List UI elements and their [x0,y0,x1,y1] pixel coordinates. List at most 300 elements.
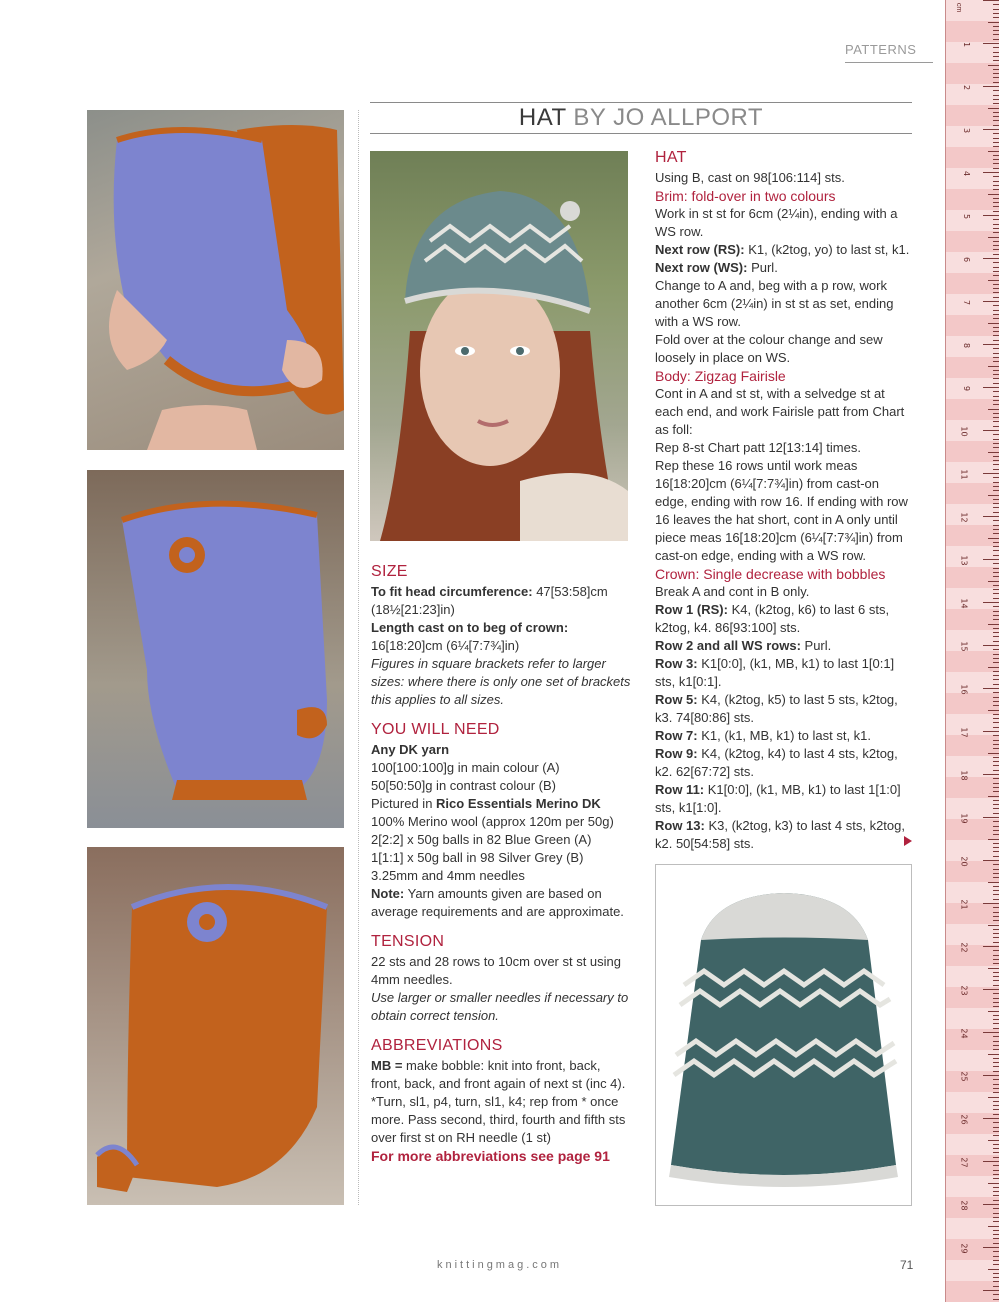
ruler-tick [993,1079,999,1080]
ruler-tick [993,658,999,659]
ruler-number: 14 [959,598,969,609]
ruler-number: 17 [959,727,969,738]
ruler-tick [993,77,999,78]
ruler-unit: cm [954,2,962,13]
ruler-tick [993,297,999,298]
ruler-tick [993,808,999,809]
ruler-tick [988,538,999,539]
ruler-tick [993,1109,999,1110]
ruler-tick [993,254,999,255]
ruler-tick [993,4,999,5]
ruler-tick [993,976,999,977]
ruler-tick [983,731,999,732]
ruler-number: 12 [959,512,969,523]
ruler-tick [993,886,999,887]
ruler-tick [993,593,999,594]
ruler-tick [993,314,999,315]
ruler-tick [993,245,999,246]
ruler-tick [993,1277,999,1278]
ruler-tick [983,688,999,689]
crown-row [655,781,915,817]
ruler-tick [983,430,999,431]
crown-row-label: Row 2 and all WS rows: [655,638,801,653]
ruler-tick [993,1251,999,1252]
ruler-tick [993,400,999,401]
ruler-tick [993,305,999,306]
ruler-tick [993,748,999,749]
ruler-tick [993,873,999,874]
ruler-tick [983,774,999,775]
ruler-tick [993,159,999,160]
crown-row [655,817,915,853]
ruler-tick [993,275,999,276]
ruler-number: 13 [959,555,969,566]
ruler-tick [993,1023,999,1024]
ruler-tick [988,452,999,453]
ruler-tick [983,559,999,560]
crown-row [655,601,915,637]
ruler-tick [993,933,999,934]
ruler-tick [993,890,999,891]
ruler-tick [993,856,999,857]
ruler-tick [988,624,999,625]
title-main: HAT [518,104,567,131]
ruler-tick [993,1174,999,1175]
ruler-tick [983,344,999,345]
ruler-tick [983,1075,999,1076]
ruler-tick [988,1226,999,1227]
ruler-tick [993,1294,999,1295]
ruler-tick [993,464,999,465]
ruler-tick [993,1208,999,1209]
ruler-tick [983,1247,999,1248]
ruler-tick [993,125,999,126]
ruler-tick [983,516,999,517]
ruler-tick [993,1084,999,1085]
ruler-tick [993,396,999,397]
footer-website: knittingmag.com [436,1259,563,1271]
column-divider [358,110,359,1205]
ruler-tick [983,1204,999,1205]
length-line [371,619,633,655]
ruler-tick [993,447,999,448]
ruler-tick [993,804,999,805]
ruler-tick [993,735,999,736]
ruler-tick [988,667,999,668]
ruler-tick [983,1032,999,1033]
ruler-tick [993,374,999,375]
ruler-tick [993,1122,999,1123]
ruler-tick [993,1157,999,1158]
ruler-tick [993,340,999,341]
ruler-tick [993,598,999,599]
crown-row-text: Purl. [800,638,832,653]
ruler-tick [993,60,999,61]
ruler-tick [993,1152,999,1153]
left-text-column [371,561,633,1165]
length-value: 16[18:20]cm (6¼[7:7¾]in) [371,638,520,653]
title-rule-top [370,102,912,103]
ruler-tick [993,116,999,117]
ruler-tick [993,413,999,414]
ruler-number: 21 [959,899,969,910]
note-line [371,885,633,921]
ruler-tick [993,499,999,500]
crown-row [655,655,915,691]
ruler-tick [993,576,999,577]
contrast-colour: 50[50:50]g in contrast colour (B) [371,778,556,793]
mitt-photo-lilac-back [87,470,344,828]
brim-step-2: Change to A and, beg with a p row, work another 6cm (2¼in) in st st as set, ending with a WS row. [655,278,894,329]
ruler-tick [993,589,999,590]
ruler-number: 5 [961,213,971,220]
ruler-tick [993,1195,999,1196]
ruler-tick [983,903,999,904]
ruler-tick [993,503,999,504]
ruler-tick [993,288,999,289]
ruler-tick [993,146,999,147]
ruler-tick [983,989,999,990]
ruler-tick [993,1187,999,1188]
ruler-number: 2 [961,84,971,91]
ruler-tick [993,1148,999,1149]
ruler-tick [993,56,999,57]
ruler-tick [993,391,999,392]
ruler-tick [993,963,999,964]
crown-row-text: K1[0:0], (k1, MB, k1) to last 1[1:0] sts, k1[1:0]. [655,782,901,815]
ruler-tick [993,843,999,844]
ruler-tick [993,477,999,478]
ruler-tick [993,335,999,336]
ruler-tick [993,675,999,676]
ruler-tick [993,851,999,852]
ruler-tick [993,138,999,139]
ruler-tick [993,572,999,573]
ruler-tick [993,727,999,728]
ruler-tick [993,542,999,543]
ruler-tick [983,860,999,861]
ruler-tick [993,662,999,663]
ruler-tick [993,1230,999,1231]
ruler-tick [988,323,999,324]
crown-heading: Crown: Single decrease with bobbles [655,566,886,582]
pattern-title [370,104,912,132]
ruler-tick [993,1286,999,1287]
ruler-tick [993,959,999,960]
ruler-tick [993,654,999,655]
ruler-tick [983,0,999,1]
ruler-tick [993,529,999,530]
ruler-tick [993,619,999,620]
ruler-tick [993,47,999,48]
ruler-tick [993,778,999,779]
ruler-tick [993,284,999,285]
ruler-tick [993,1028,999,1029]
ruler-number: 27 [959,1157,969,1168]
ruler-tick [993,232,999,233]
ruler-tick [993,267,999,268]
ruler-tick [993,533,999,534]
ruler-tick [993,606,999,607]
ruler-tick [983,817,999,818]
pictured-yarn: Rico Essentials Merino DK [436,796,601,811]
ruler-tick [993,615,999,616]
ruler-tick [993,611,999,612]
ruler-tick [993,585,999,586]
ruler-tick [993,249,999,250]
ruler-tick [993,1144,999,1145]
ruler-number: 1 [961,41,971,48]
ruler-tick [993,348,999,349]
ruler-tick [983,301,999,302]
ruler-tick [993,370,999,371]
ruler-tick [993,17,999,18]
ruler-tick [993,69,999,70]
ruler-tick [993,972,999,973]
ruler-tick [993,912,999,913]
ruler-tick [988,1140,999,1141]
fit-value: 47[53:58]cm (18½[21:23]in) [371,584,608,617]
ruler-tick [983,473,999,474]
ruler-tick [993,1234,999,1235]
ruler-tick [988,882,999,883]
crown-row [655,637,915,655]
ruler-tick [993,834,999,835]
crown-row-text: K4, (k2tog, k4) to last 4 sts, k2tog, k2. 62[67:72] sts. [655,746,898,779]
ruler-tick [993,877,999,878]
ruler-tick [993,525,999,526]
ruler-tick [993,490,999,491]
length-label: Length cast on to beg of crown: [371,620,569,635]
abbr-label: MB = [371,1058,403,1073]
ruler-tick [993,99,999,100]
next-rs-label: Next row (RS): [655,242,745,257]
ruler-tick [993,507,999,508]
next-ws-label: Next row (WS): [655,260,748,275]
ruler-number: 4 [961,170,971,177]
ruler-tick [983,1118,999,1119]
ruler-tick [993,1071,999,1072]
ruler-tick [993,722,999,723]
ruler-tick [993,998,999,999]
crown-row-text: K1, (k1, MB, k1) to last st, k1. [697,728,872,743]
ruler-tick [993,770,999,771]
ruler-tick [993,1299,999,1300]
ruler-tick [983,387,999,388]
ruler-tick [993,30,999,31]
ruler-number: 10 [959,426,969,437]
balls-b: 1[1:1] x 50g ball in 98 Silver Grey (B) [371,850,584,865]
ruler-tick [993,847,999,848]
crown-row [655,745,915,781]
ruler-number: 28 [959,1200,969,1211]
ruler-tick [993,73,999,74]
ruler-tick [993,684,999,685]
ruler-tick [993,443,999,444]
crown-row [655,691,915,727]
ruler-tick [993,39,999,40]
ruler-tick [993,826,999,827]
ruler-tick [993,718,999,719]
fit-line [371,583,633,619]
ruler-tick [993,740,999,741]
ruler-number: 9 [961,385,971,392]
ruler-tick [988,925,999,926]
ruler-number: 22 [959,942,969,953]
ruler-tick [993,318,999,319]
crown-step-1: Break A and cont in B only. [655,584,810,599]
ruler-tick [993,426,999,427]
ruler-tick [993,942,999,943]
ruler-tick [993,469,999,470]
ruler-tick [988,1054,999,1055]
ruler-tick [993,1178,999,1179]
ruler-number: 25 [959,1071,969,1082]
ruler-tick [993,262,999,263]
ruler-tick [993,1243,999,1244]
ruler-tick [993,1066,999,1067]
ruler-tick [993,512,999,513]
ruler-tick [993,555,999,556]
title-rule-bottom [370,133,912,134]
next-rs-text: K1, (k2tog, yo) to last st, k1. [748,242,910,257]
ruler-tick [988,151,999,152]
ruler-tick [993,1256,999,1257]
ruler-tick [993,310,999,311]
ruler-tick [993,1045,999,1046]
ruler-tick [993,185,999,186]
size-note: Figures in square brackets refer to larger sizes: where there is only one set of brackets this applies to all sizes. [371,656,631,707]
ruler-tick [993,1062,999,1063]
crown-row-label: Row 3: [655,656,698,671]
ruler-tick [993,383,999,384]
page-number: 71 [900,1258,914,1272]
ruler-tick [988,796,999,797]
ruler-tick [993,1213,999,1214]
ruler-number: 7 [961,299,971,306]
ruler-tick [993,744,999,745]
ruler-tick [993,13,999,14]
ruler-tick [993,378,999,379]
measuring-ruler [945,0,999,1302]
ruler-tick [993,417,999,418]
ruler-number: 15 [959,641,969,652]
ruler-tick [988,108,999,109]
ruler-tick [993,1135,999,1136]
ruler-tick [993,950,999,951]
ruler-tick [993,869,999,870]
size-heading: SIZE [371,563,408,580]
ruler-tick [993,916,999,917]
ruler-tick [993,791,999,792]
ruler-tick [993,757,999,758]
hat-heading: HAT [655,149,687,166]
ruler-tick [993,1105,999,1106]
mitt-photo-lilac-palm [87,110,344,450]
ruler-tick [988,581,999,582]
ruler-tick [988,65,999,66]
ruler-tick [993,176,999,177]
note-text: Yarn amounts given are based on average requirements and are approximate. [371,886,624,919]
crown-row-label: Row 11: [655,782,705,797]
ruler-tick [993,628,999,629]
ruler-tick [993,271,999,272]
ruler-tick [993,1015,999,1016]
ruler-tick [993,765,999,766]
ruler-tick [993,714,999,715]
ruler-tick [993,1019,999,1020]
ruler-tick [993,1092,999,1093]
ruler-tick [983,602,999,603]
ruler-tick [993,787,999,788]
ruler-tick [993,813,999,814]
ruler-number: 19 [959,813,969,824]
ruler-number: 8 [961,342,971,349]
ruler-tick [993,821,999,822]
ruler-tick [993,864,999,865]
ruler-tick [993,761,999,762]
crown-row-text: K4, (k2tog, k6) to last 6 sts, k2tog, k4. 86[93:100] sts. [655,602,890,635]
ruler-tick [993,198,999,199]
ruler-tick [988,237,999,238]
ruler-tick [993,482,999,483]
ruler-tick [993,189,999,190]
ruler-tick [993,9,999,10]
ruler-number: 6 [961,256,971,263]
ruler-tick [988,495,999,496]
ruler-tick [993,1217,999,1218]
ruler-tick [988,1183,999,1184]
ruler-tick [993,133,999,134]
ruler-tick [993,361,999,362]
wool-content: 100% Merino wool (approx 120m per 50g) [371,814,614,829]
ruler-tick [993,224,999,225]
body-heading: Body: Zigzag Fairisle [655,368,786,384]
ruler-tick [993,1273,999,1274]
ruler-tick [993,1114,999,1115]
ruler-number: 3 [961,127,971,134]
ruler-tick [993,357,999,358]
crown-row-text: K1[0:0], (k1, MB, k1) to last 1[0:1] sts, k1[0:1]. [655,656,895,689]
ruler-tick [993,1165,999,1166]
ruler-tick [993,550,999,551]
ruler-tick [993,1131,999,1132]
ruler-tick [993,894,999,895]
crown-row-label: Row 5: [655,692,698,707]
ruler-tick [993,1101,999,1102]
ruler-tick [993,331,999,332]
ruler-tick [993,460,999,461]
abbr-line [371,1057,633,1147]
crown-rows [655,601,915,853]
ruler-tick [993,52,999,53]
ruler-tick [993,937,999,938]
balls-a: 2[2:2] x 50g balls in 82 Blue Green (A) [371,832,592,847]
ruler-tick [993,155,999,156]
ruler-tick [993,142,999,143]
brim-heading: Brim: fold-over in two colours [655,188,836,204]
ruler-tick [993,112,999,113]
ruler-tick [993,1049,999,1050]
ruler-tick [988,710,999,711]
ruler-tick [983,1161,999,1162]
more-abbreviations-link[interactable]: For more abbreviations see page 91 [371,1148,610,1164]
ruler-tick [993,1281,999,1282]
ruler-number: 26 [959,1114,969,1125]
ruler-tick [993,1036,999,1037]
ruler-tick [993,181,999,182]
ruler-tick [993,929,999,930]
